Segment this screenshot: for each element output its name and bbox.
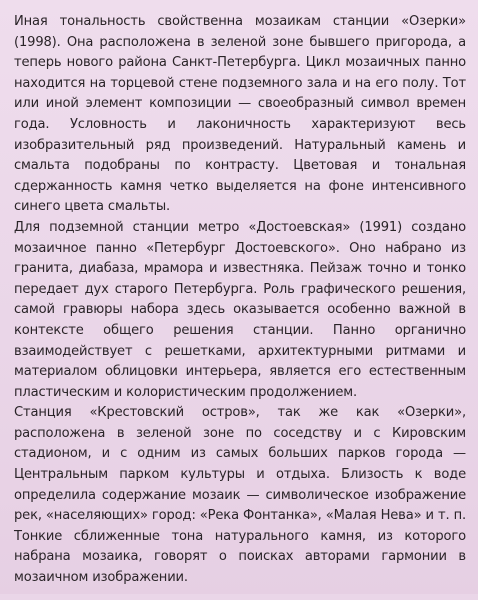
paragraph-ozerki: Иная тональность свойственна мозаикам станции «Озерки» (1998). Она расположена в зеленой зоне бывшего пригорода, а теперь нового района Санкт-Петербурга. Цикл мозаичных панно находится на торцевой стене подземного зала и на его полу. Тот или иной элемент композиции — своеобразный символ времен года. Условность и лаконичность характеризуют весь изобразительный ряд произведений. Натуральный камень и смальта подобраны по контрасту. Цветовая и тональная сдержанность камня четко выделяется на фоне интенсивного синего цвета смальты. <box>14 14 466 215</box>
paragraph-dostoevskaya: Для подземной станции метро «Достоевская» (1991) создано мозаичное панно «Петербург Достоевского». Оно набрано из гранита, диабаза, мрамора и известняка. Пейзаж точно и тонко передает дух старого Петербурга. Роль графического решения, самой гравюры набора здесь оказывается особенно важной в контексте общего решения станции. Панно органично взаимодействует с решетками, архитектурными ритмами и материалом облицовки интерьера, является его естественным пластическим и колористическим продолжением. <box>14 219 466 400</box>
page-bottom-edge <box>0 594 478 600</box>
document-page <box>14 12 466 589</box>
paragraph-krestovsky-ostrov: Станция «Крестовский остров», так же как «Озерки», расположена в зеленой зоне по соседству и с Кировским стадионом, и с одним из самых больших парков города — Центральным парком культуры и отдыха. Близость к воде определила содержание мозаик — символическое изображение рек, «населяющих» город: «Река Фонтанка», «Малая Нева» и т. п. Тонкие сближенные тона натурального камня, из которого набрана мозаика, говорят о поисках авторами гармонии в мозаичном изображении. <box>14 405 466 586</box>
